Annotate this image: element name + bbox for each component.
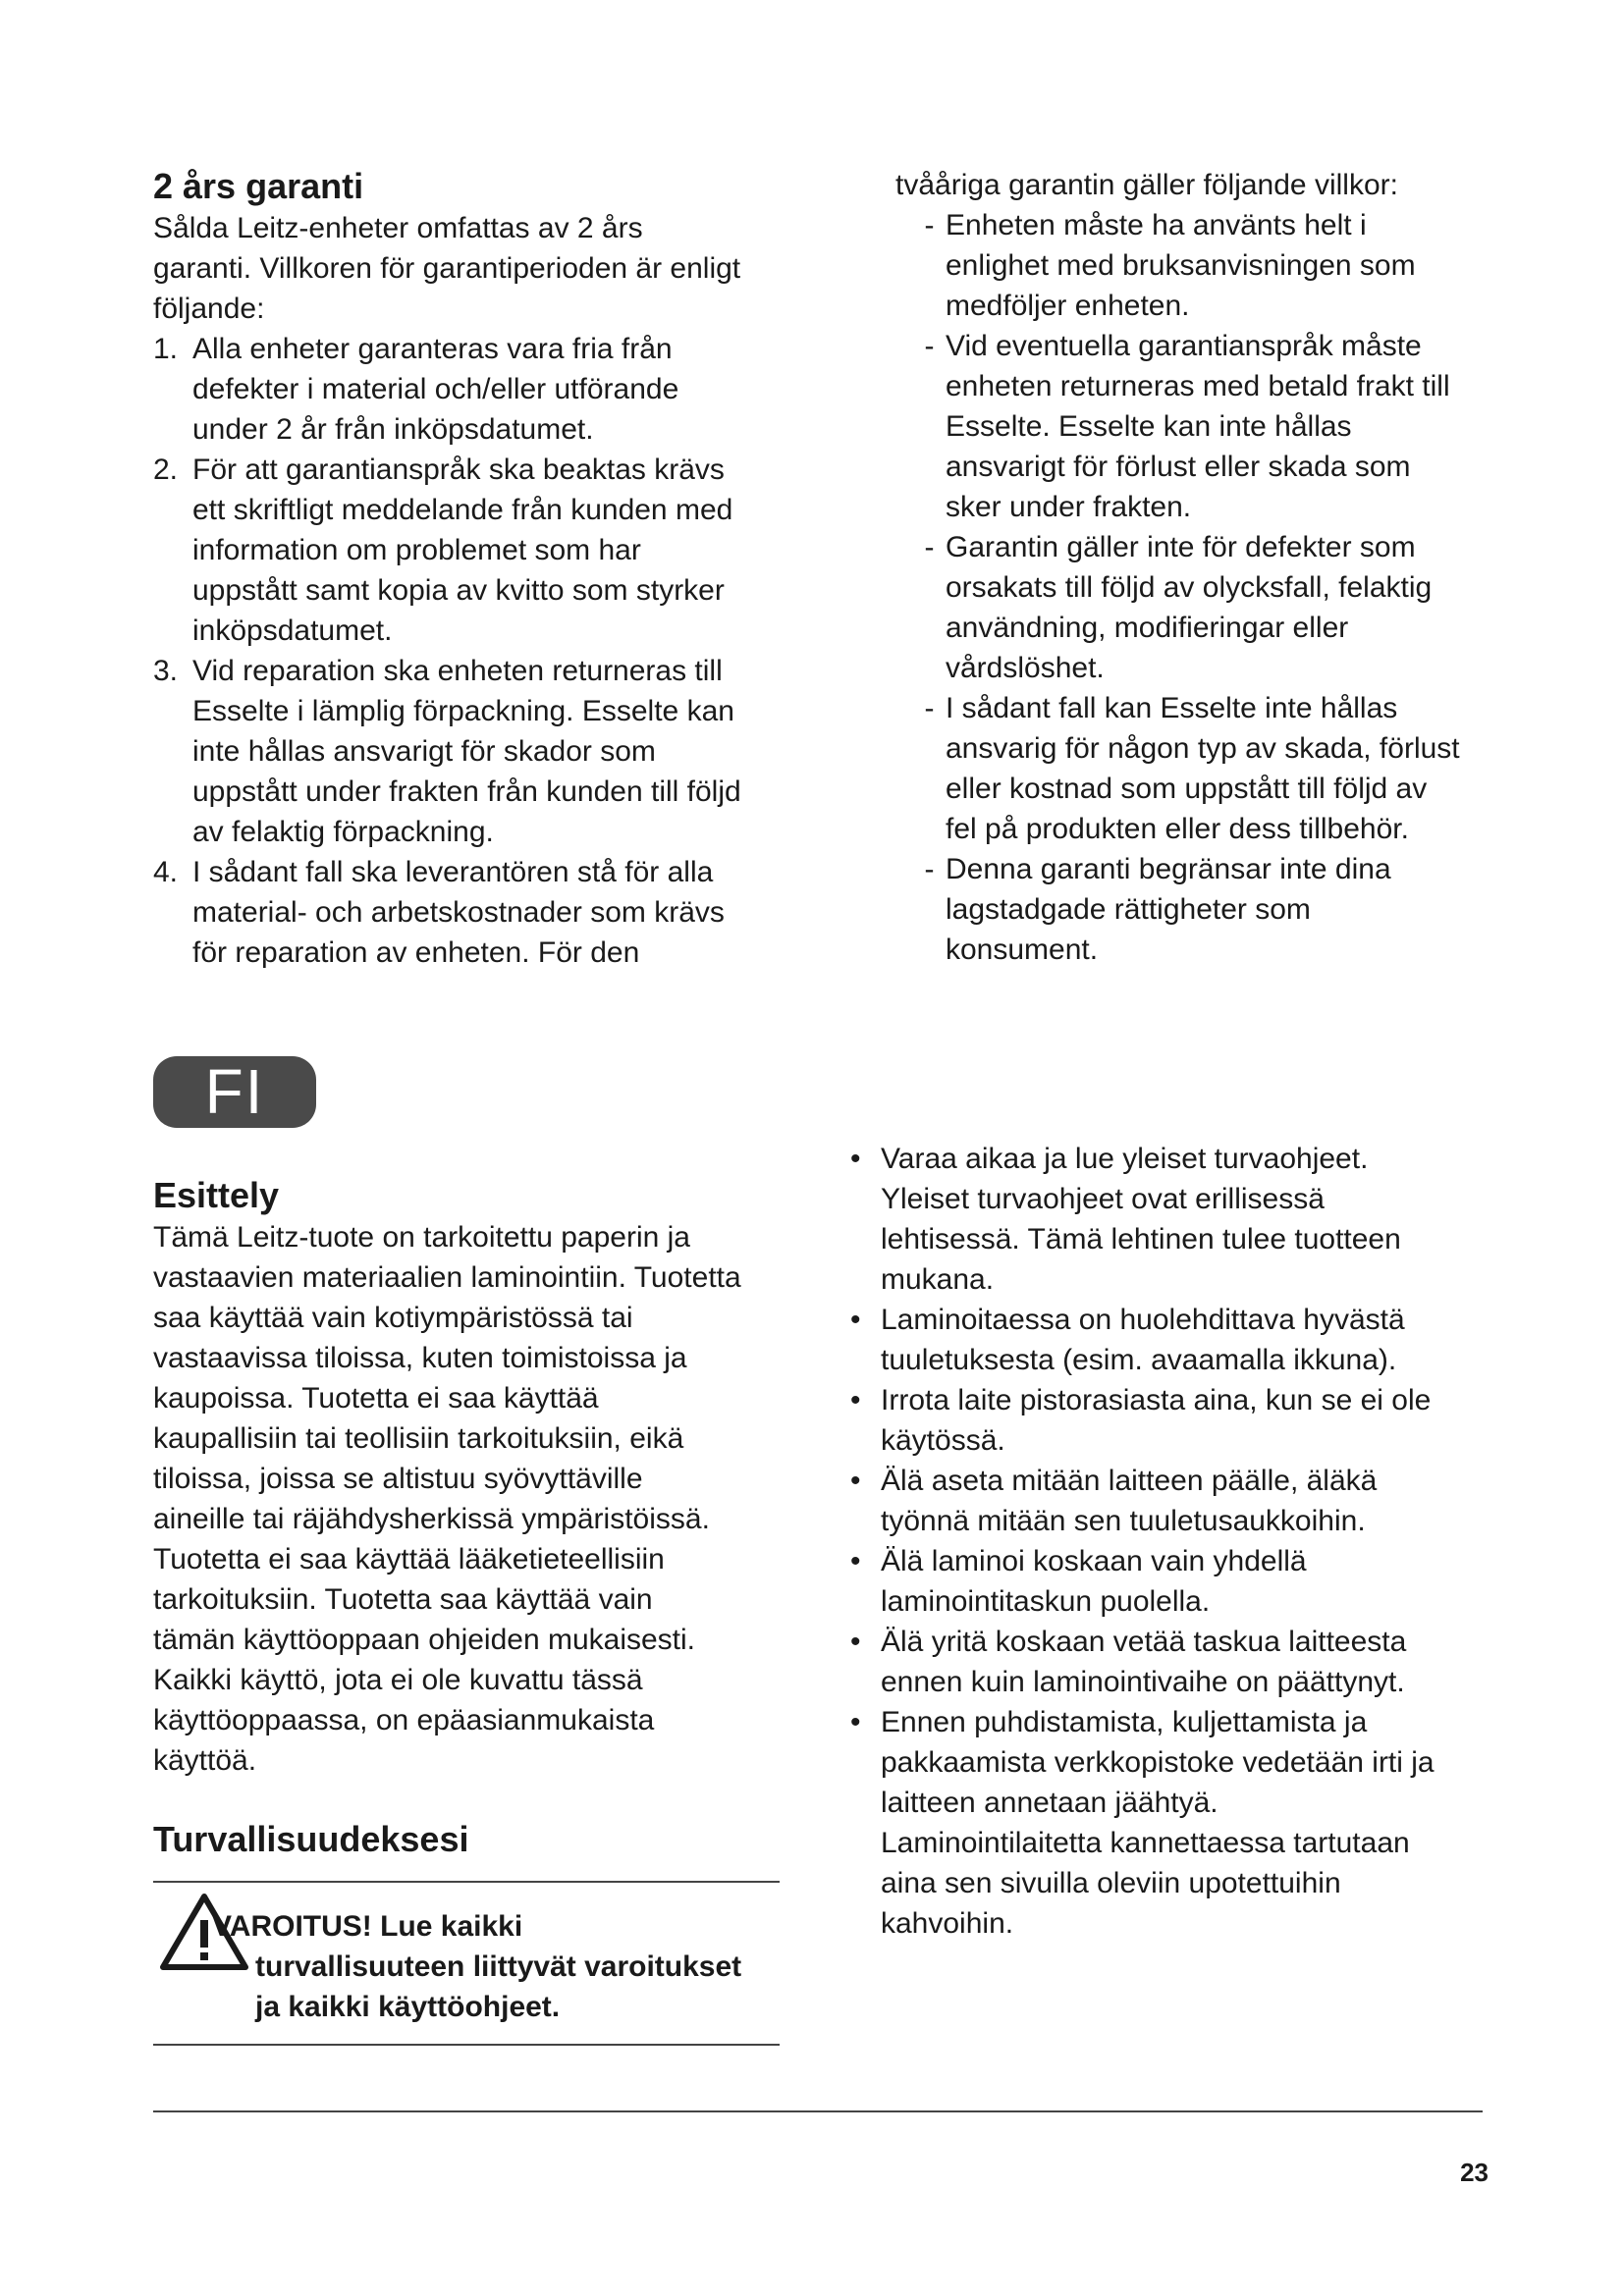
bullet-text: laitteen annetaan jäähtyä. [881, 1787, 1218, 1819]
sv-left-column [153, 165, 801, 973]
note-text: aina sen sivuilla oleviin upotettuihin [881, 1867, 1341, 1899]
condition-text: sker under frakten. [946, 491, 1192, 523]
sv-list-item-4 [153, 852, 801, 973]
sv-condition-item: - Vid eventuella garantianspråk måste enheten returneras med betald frakt till Esselte. Esselte kan inte hållas ansvarigt för förlust eller skada som sker under frakten. [913, 326, 1485, 527]
warning-text-line: ja kaikki käyttöohjeet. [255, 1991, 561, 2023]
condition-text: användning, modifieringar eller [946, 612, 1349, 644]
sv-condition-item: - Garantin gäller inte för defekter som orsakats till följd av olycksfall, felaktig användning, modifieringar eller vårdslöshet. [913, 527, 1485, 688]
warning-text-line: turvallisuuteen liittyvät varoitukset [255, 1950, 742, 1983]
list-text: uppstått under frakten från kunden till följd [192, 775, 741, 808]
list-text: I sådant fall ska leverantören stå för alla [192, 856, 714, 888]
list-text: defekter i material och/eller utförande [192, 373, 679, 405]
condition-text: ansvarigt för förlust eller skada som [946, 451, 1411, 483]
fi-bullet-item [846, 1541, 1494, 1622]
warning-top-rule [153, 1881, 780, 1883]
condition-text: medföljer enheten. [946, 290, 1190, 322]
condition-text: Denna garanti begränsar inte dina [946, 853, 1391, 885]
bullet-text: Älä aseta mitään laitteen päälle, äläkä [881, 1465, 1378, 1497]
bullet-text: laminointitaskun puolella. [881, 1585, 1211, 1618]
sv-condition-item: - Enheten måste ha använts helt i enlighet med bruksanvisningen som medföljer enheten. [913, 205, 1485, 326]
condition-text: I sådant fall kan Esselte inte hållas [946, 692, 1398, 724]
list-text: För att garantianspråk ska beaktas krävs [192, 454, 725, 486]
fi-bullet-item [846, 1622, 1494, 1702]
bullet-text: työnnä mitään sen tuuletusaukkoihin. [881, 1505, 1366, 1537]
bullet-icon: • [850, 1465, 861, 1497]
fi-intro-line: tarkoituksiin. Tuotetta saa käyttää vain [153, 1583, 653, 1616]
bullet-text: mukana. [881, 1263, 995, 1296]
list-text: uppstått samt kopia av kvitto som styrker [192, 574, 725, 607]
fi-right-column [846, 1139, 1494, 1944]
bullet-icon: • [850, 1545, 861, 1577]
bullet-text: Älä yritä koskaan vetää taskua laitteesta [881, 1626, 1407, 1658]
fi-intro-line: aineille tai räjähdysherkissä ympäristöissä. [153, 1503, 710, 1535]
fi-note [846, 1823, 1494, 1944]
warning-text-line: VAROITUS! Lue kaikki [212, 1910, 523, 1943]
fi-bullet-item [846, 1702, 1494, 1823]
fi-intro-line: kaupoissa. Tuotetta ei saa käyttää [153, 1382, 599, 1415]
note-text: Laminointilaitetta kannettaessa tartutaan [881, 1827, 1410, 1859]
fi-intro-line: saa käyttää vain kotiympäristössä tai [153, 1302, 633, 1334]
bullet-text: ennen kuin laminointivaihe on päättynyt. [881, 1666, 1405, 1698]
fi-intro-line: vastaavissa tiloissa, kuten toimistoissa ja [153, 1342, 687, 1374]
sv-list-item-2 [153, 450, 801, 651]
sv-condition-item: - Denna garanti begränsar inte dina lagstadgade rättigheter som konsument. [913, 849, 1485, 970]
fi-bullet-item [846, 1300, 1494, 1380]
fi-intro-line: Tämä Leitz-tuote on tarkoitettu paperin ja [153, 1221, 690, 1254]
condition-text: Enheten måste ha använts helt i [946, 209, 1367, 241]
condition-text: vårdslöshet. [946, 652, 1105, 684]
list-text: av felaktig förpackning. [192, 816, 494, 848]
sv-right-column [895, 165, 1485, 970]
list-text: Vid reparation ska enheten returneras till [192, 655, 723, 687]
page-number: 23 [1460, 2158, 1489, 2187]
list-text: ett skriftligt meddelande från kunden med [192, 494, 733, 526]
fi-intro-line: kaupallisiin tai teollisiin tarkoituksiin, eikä [153, 1422, 684, 1455]
sv-condition-item: - I sådant fall kan Esselte inte hållas ansvarig för någon typ av skada, förlust eller kostnad som uppstått till följd av fel på produkten eller dess tillbehör. [913, 688, 1485, 849]
fi-intro-line: tämän käyttöoppaan ohjeiden mukaisesti. [153, 1624, 696, 1656]
fi-bullet-item [846, 1461, 1494, 1541]
list-text: Alla enheter garanteras vara fria från [192, 333, 673, 365]
bullet-text: Älä laminoi koskaan vain yhdellä [881, 1545, 1307, 1577]
fi-intro-line: käyttöä. [153, 1744, 257, 1777]
condition-text: lagstadgade rättigheter som [946, 893, 1311, 926]
condition-text: enlighet med bruksanvisningen som [946, 249, 1416, 282]
fi-intro-line: Kaikki käyttö, jota ei ole kuvattu tässä [153, 1664, 643, 1696]
sv-list-item-3 [153, 651, 801, 852]
bullet-text: tuuletuksesta (esim. avaamalla ikkuna). [881, 1344, 1397, 1376]
condition-text: ansvarig för någon typ av skada, förlust [946, 732, 1460, 765]
bullet-icon: • [850, 1384, 861, 1416]
sv-list-item-1 [153, 329, 801, 450]
warning-bottom-rule [153, 2044, 780, 2046]
list-number: 3. [153, 655, 179, 687]
bullet-icon: • [850, 1626, 861, 1658]
condition-text: konsument. [946, 934, 1099, 966]
list-text: material- och arbetskostnader som krävs [192, 896, 725, 929]
list-text: information om problemet som har [192, 534, 641, 566]
list-number: 1. [153, 333, 179, 365]
fi-left-column [153, 1174, 801, 1861]
bullet-icon: • [850, 1706, 861, 1738]
condition-text: eller kostnad som uppstått till följd av [946, 773, 1428, 805]
bullet-text: Varaa aikaa ja lue yleiset turvaohjeet. [881, 1143, 1369, 1175]
fi-safety-heading: Turvallisuudeksesi [153, 1819, 469, 1859]
list-text: under 2 år från inköpsdatumet. [192, 413, 594, 446]
list-number: 2. [153, 454, 179, 486]
bullet-text: Irrota laite pistorasiasta aina, kun se ei ole [881, 1384, 1432, 1416]
list-text: inköpsdatumet. [192, 614, 393, 647]
warning-box [153, 1889, 782, 2036]
language-badge-fi: FI [153, 1056, 316, 1128]
bullet-icon: • [850, 1304, 861, 1336]
condition-text: fel på produkten eller dess tillbehör. [946, 813, 1409, 845]
bullet-icon: • [850, 1143, 861, 1175]
condition-text: Esselte. Esselte kan inte hållas [946, 410, 1352, 443]
sv-intro-line: följande: [153, 293, 265, 325]
sv-intro-line: Sålda Leitz-enheter omfattas av 2 års [153, 212, 643, 244]
condition-text: enheten returneras med betald frakt till [946, 370, 1450, 402]
note-text: kahvoihin. [881, 1907, 1014, 1940]
list-text: inte hållas ansvarigt för skador som [192, 735, 656, 768]
list-number: 4. [153, 856, 179, 888]
sv-warranty-heading: 2 års garanti [153, 166, 364, 206]
condition-text: orsakats till följd av olycksfall, felaktig [946, 571, 1433, 604]
fi-intro-line: tiloissa, joissa se altistuu syövyttäville [153, 1463, 643, 1495]
sv-continued-text: tvååriga garantin gäller följande villkor: [895, 169, 1398, 201]
fi-intro-line: vastaavien materiaalien laminointiin. Tuotetta [153, 1261, 741, 1294]
bullet-text: lehtisessä. Tämä lehtinen tulee tuotteen [881, 1223, 1401, 1255]
bullet-text: Laminoitaessa on huolehdittava hyvästä [881, 1304, 1405, 1336]
fi-intro-heading: Esittely [153, 1175, 280, 1215]
fi-intro-line: Tuotetta ei saa käyttää lääketieteellisiin [153, 1543, 665, 1575]
fi-intro-line: käyttöoppaassa, on epäasianmukaista [153, 1704, 655, 1736]
condition-text: Vid eventuella garantianspråk måste [946, 330, 1422, 362]
footer-rule [153, 2110, 1483, 2112]
fi-bullet-item [846, 1380, 1494, 1461]
bullet-text: käytössä. [881, 1424, 1005, 1457]
list-text: för reparation av enheten. För den [192, 936, 640, 969]
fi-bullet-item [846, 1139, 1494, 1300]
bullet-text: Ennen puhdistamista, kuljettamista ja [881, 1706, 1368, 1738]
list-text: Esselte i lämplig förpackning. Esselte kan [192, 695, 734, 727]
condition-text: Garantin gäller inte för defekter som [946, 531, 1416, 563]
bullet-text: pakkaamista verkkopistoke vedetään irti ja [881, 1746, 1435, 1779]
sv-intro-line: garanti. Villkoren för garantiperioden är enligt [153, 252, 741, 285]
bullet-text: Yleiset turvaohjeet ovat erillisessä [881, 1183, 1325, 1215]
